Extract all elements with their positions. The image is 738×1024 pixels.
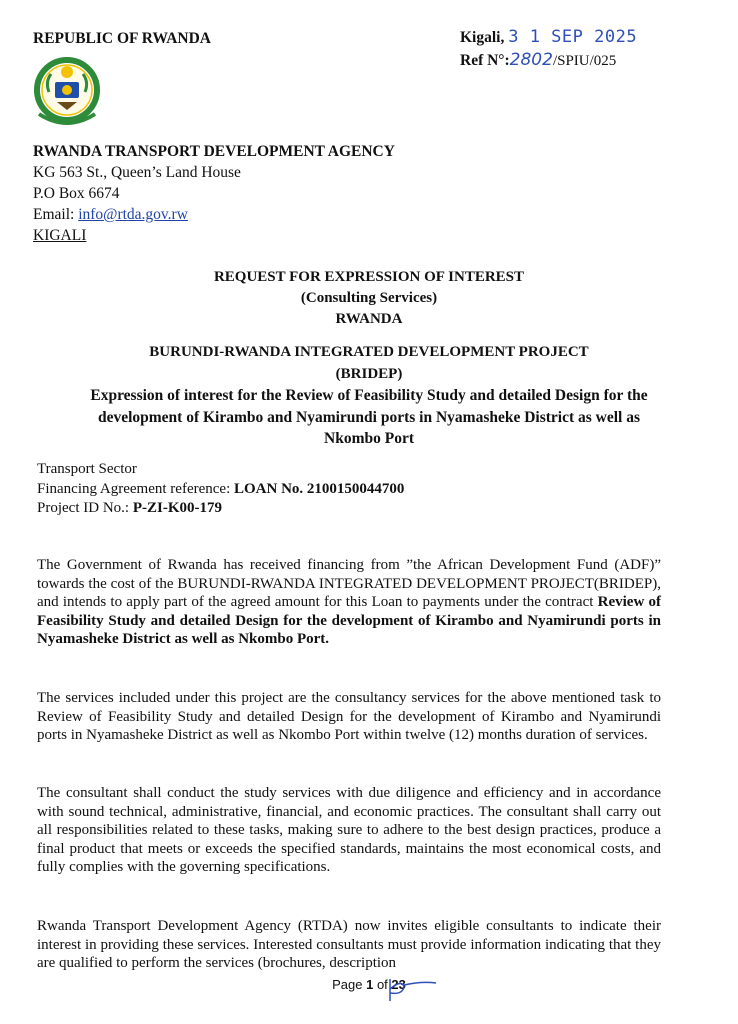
request-country: RWANDA	[335, 311, 403, 327]
date-line	[460, 26, 637, 49]
agency-email-line	[33, 204, 395, 225]
request-title: REQUEST FOR EXPRESSION OF INTEREST	[213, 269, 525, 285]
handwritten-initial-icon	[382, 975, 442, 1005]
financing-label: Financing Agreement reference:	[37, 480, 234, 497]
project-meta-block	[37, 460, 404, 519]
project-id-value: P-ZI-K00-179	[132, 500, 222, 516]
project-description-line-1: Expression of interest for the Review of Feasibility Study and detailed Design for the	[90, 387, 648, 404]
agency-street: KG 563 St., Queen’s Land House	[33, 164, 241, 181]
project-id-line	[37, 499, 404, 519]
project-acronym: (BRIDEP)	[335, 365, 403, 382]
paragraph-invitation: Rwanda Transport Development Agency (RTDA) now invites eligible consultants to indicate their interest in providing these services. Interested consultants must provide information indicating that they are qualified to perform the services (brochures, description	[37, 918, 661, 972]
page-of: of	[373, 977, 392, 992]
email-label: Email:	[33, 206, 79, 223]
project-description-line-2: development of Kirambo and Nyamirundi ports in Nyamasheke District as well as	[97, 408, 641, 426]
ref-label: Ref N°:	[460, 52, 510, 69]
ref-number: 2802	[509, 50, 553, 70]
request-subtitle: (Consulting Services)	[300, 290, 438, 306]
page-current: 1	[366, 977, 374, 992]
country-heading: REPUBLIC OF RWANDA	[33, 30, 212, 47]
financing-line	[37, 480, 404, 500]
page-footer	[0, 977, 738, 992]
paragraph-services: The services included under this project are the consultancy services for the above mentioned task to Review of Feasibility Study and detailed Design for the development of Kirambo and Nyamirundi ports in Nyamasheke District as well as Nkombo Port within twelve (12) months duration of services.	[37, 690, 661, 744]
paragraph-conduct: The consultant shall conduct the study services with due diligence and efficiency and in accordance with sound technical, administrative, financial, and economic practices. The consultant shall carry out all responsibilities related to these tasks, making sure to adhere to the best design practices, produce a final product that meets or exceeds the specified standards, maintains the most economical costs, and fully complies with the governing specifications.	[37, 785, 661, 876]
city-label: Kigali,	[460, 29, 505, 46]
reference-line	[460, 49, 637, 72]
agency-city: KIGALI	[33, 227, 87, 244]
date-reference-block	[460, 26, 637, 72]
page-total: 23	[391, 977, 406, 992]
project-title-block	[40, 342, 698, 450]
page-label: Page	[332, 977, 367, 992]
paragraph-financing-text: The Government of Rwanda has received financing from ”the African Development Fund (ADF)” towards the cost of the BURUNDI-RWANDA INTEGRATED DEVELOPMENT PROJECT(BRIDEP), and intends to apply part of the agreed amount for this Loan to payments under the contract	[37, 557, 661, 611]
agency-po-box: P.O Box 6674	[33, 185, 120, 202]
paragraph-financing-bold: Review of Feasibility Study and detailed Design for the development of Kirambo and Nyamirundi ports in Nyamasheke District as well as Nkombo Port.	[37, 594, 661, 648]
project-name: BURUNDI-RWANDA INTEGRATED DEVELOPMENT PROJECT	[149, 344, 589, 360]
agency-address-block	[33, 141, 395, 246]
rwanda-coat-of-arms-icon	[31, 52, 103, 134]
ref-suffix: /SPIU/025	[552, 53, 617, 69]
request-title-block	[0, 267, 738, 330]
project-id-label: Project ID No.:	[37, 500, 133, 516]
financing-value: LOAN No. 2100150044700	[234, 480, 405, 497]
date-stamp: 3 1 SEP 2025	[508, 27, 638, 47]
project-description-line-3: Nkombo Port	[324, 430, 414, 447]
paragraph-financing	[37, 556, 661, 649]
sector-line: Transport Sector	[37, 461, 137, 477]
agency-name: RWANDA TRANSPORT DEVELOPMENT AGENCY	[33, 143, 395, 160]
email-link[interactable]: info@rtda.gov.rw	[78, 206, 188, 223]
